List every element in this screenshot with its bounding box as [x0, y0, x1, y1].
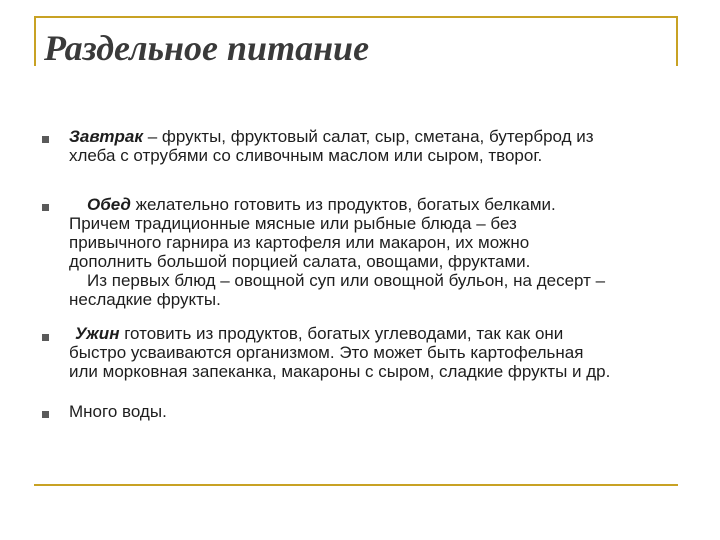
lunch-text-line-1: желательно готовить из продуктов, богатых белками.	[130, 195, 556, 214]
frame-right-line	[676, 16, 678, 66]
bullet-square-icon	[42, 136, 49, 143]
water-text: Много воды.	[69, 402, 167, 421]
lunch-text-line-6: несладкие фрукты.	[69, 290, 221, 309]
slide-title: Раздельное питание	[44, 28, 370, 68]
list-item-lunch	[69, 195, 681, 309]
frame-bottom-line	[34, 484, 678, 486]
bullet-square-icon	[42, 204, 49, 211]
frame-top-line	[34, 16, 678, 18]
lunch-text-line-3: привычного гарнира из картофеля или макарон, их можно	[69, 233, 530, 252]
dinner-text-line-3: или морковная запеканка, макароны с сыром, сладкие фрукты и др.	[69, 362, 611, 381]
bullet-square-icon	[42, 411, 49, 418]
lunch-text-line-2: Причем традиционные мясные или рыбные блюда – без	[69, 214, 517, 233]
lunch-label: Обед	[87, 195, 131, 214]
dinner-text-line-2: быстро усваиваются организмом. Это может быть картофельная	[69, 343, 584, 362]
list-item-water	[69, 402, 681, 421]
list-item-dinner	[69, 324, 681, 381]
list-item-breakfast	[69, 127, 681, 165]
dinner-label: Ужин	[75, 324, 120, 343]
breakfast-text-line-1: – фрукты, фруктовый салат, сыр, сметана, бутерброд из	[143, 127, 594, 146]
breakfast-label: Завтрак	[69, 127, 143, 146]
dinner-text-line-1: готовить из продуктов, богатых углеводами, так как они	[119, 324, 564, 343]
lunch-text-line-5: Из первых блюд – овощной суп или овощной бульон, на десерт –	[87, 271, 606, 290]
bullet-square-icon	[42, 334, 49, 341]
lunch-text-line-4: дополнить большой порцией салата, овощами, фруктами.	[69, 252, 531, 271]
frame-left-line	[34, 16, 36, 66]
breakfast-text-line-2: хлеба с отрубями со сливочным маслом или сыром, творог.	[69, 146, 543, 165]
